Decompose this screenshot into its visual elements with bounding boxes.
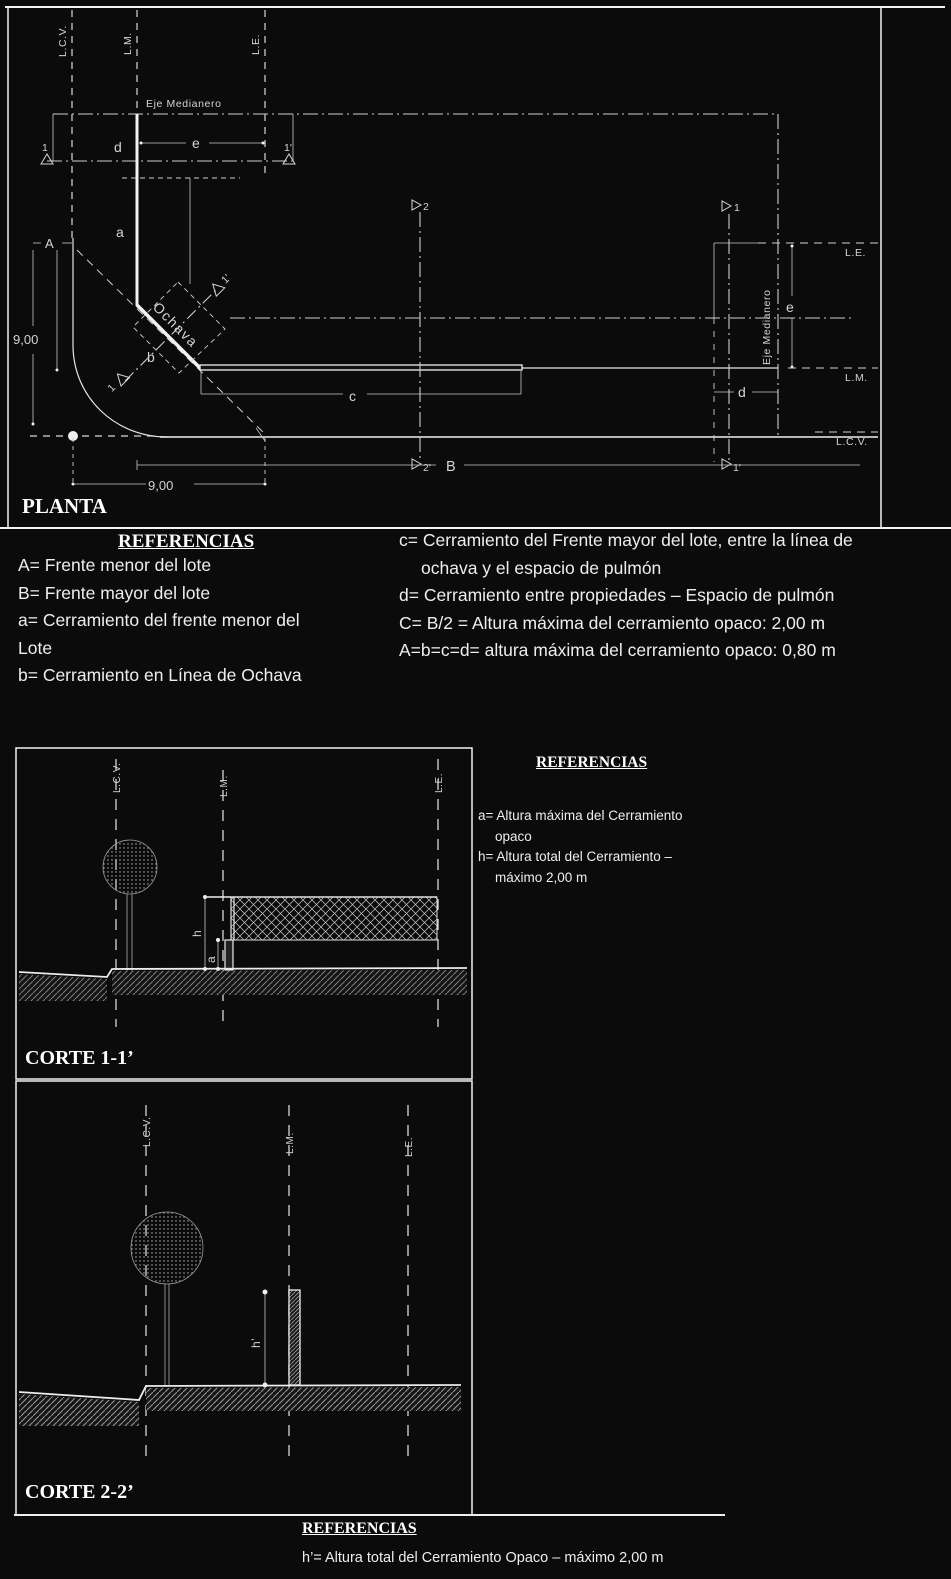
bottom-references-heading: REFERENCIAS xyxy=(302,1520,417,1537)
dim-dot xyxy=(262,142,265,145)
lcv-label: L.C.V. xyxy=(112,762,123,793)
corte-1-drawing xyxy=(15,747,473,1080)
le-label-left: L.E. xyxy=(250,33,262,55)
earth-hatch-right xyxy=(112,970,467,995)
corte-1-title: CORTE 1-1’ xyxy=(25,1047,134,1069)
dim-dot xyxy=(216,938,220,942)
earth-hatch-left xyxy=(19,974,107,1001)
reference-line: máximo 2,00 m xyxy=(495,869,588,885)
wall-c-label: c xyxy=(349,388,357,404)
front-a-label: A xyxy=(45,236,54,251)
bottom-reference-line: h’= Altura total del Cerramiento Opaco – máximo 2,00 m xyxy=(302,1550,664,1566)
bottom-separator-line xyxy=(14,1514,725,1516)
section-1-label: 1 xyxy=(42,142,48,154)
dim-900-left-label: 9,00 xyxy=(13,332,39,347)
reference-line: B= Frente mayor del lote xyxy=(18,582,211,603)
reference-line: h= Altura total del Cerramiento – xyxy=(478,849,672,864)
dim-e-right-label: e xyxy=(786,299,795,315)
reference-line: ochava y el espacio de pulmón xyxy=(421,557,662,578)
front-b-label: B xyxy=(446,459,457,475)
wall-b-label: b xyxy=(147,349,156,365)
dim-900-bottom-label: 9,00 xyxy=(148,478,174,493)
wall-a-label: a xyxy=(116,224,125,240)
reference-line: a= Altura máxima del Cerramiento xyxy=(478,808,683,823)
lcv-label: L.C.V. xyxy=(142,1116,153,1147)
reference-line: A=b=c=d= altura máxima del cerramiento opaco: 0,80 m xyxy=(399,640,836,660)
plan-references-right xyxy=(399,527,853,665)
lm-label: L.M. xyxy=(219,775,230,797)
eje-medianero-right-label: Eje Medianero xyxy=(761,289,773,365)
reference-line: opaco xyxy=(495,828,532,844)
dim-dot xyxy=(791,245,794,248)
ochava-extension-dashed xyxy=(77,250,267,436)
section-2p-marker xyxy=(412,459,421,469)
svg-text:1: 1 xyxy=(105,381,119,395)
section-1-ochava-marker xyxy=(105,370,130,395)
reference-line: c= Cerramiento del Frente mayor del lote, entre la línea de xyxy=(399,530,853,550)
dim-dot xyxy=(263,1290,268,1295)
plan-references-left xyxy=(18,552,302,690)
section-1-marker xyxy=(41,154,53,164)
earth-hatch-right xyxy=(146,1387,461,1411)
reference-line: a= Cerramiento del frente menor del xyxy=(18,610,300,630)
plan-references-heading: REFERENCIAS xyxy=(118,531,255,552)
reference-line: d= Cerramiento entre propiedades – Espacio de pulmón xyxy=(399,585,835,605)
dim-hprime-label: h’ xyxy=(249,1337,263,1348)
le-label: L.E. xyxy=(434,772,445,793)
section-1p-ochava-marker xyxy=(209,272,234,297)
plan-title: PLANTA xyxy=(22,494,107,518)
fence-mesh xyxy=(231,897,437,940)
reference-line: Lote xyxy=(18,637,53,658)
section-1-right-marker xyxy=(722,201,731,211)
svg-text:1': 1' xyxy=(219,272,234,287)
plan-drawing xyxy=(0,0,951,532)
tree-canopy xyxy=(103,840,157,894)
reference-line: b= Cerramiento en Línea de Ochava xyxy=(18,665,302,685)
fence-low-wall xyxy=(225,940,233,970)
opaque-wall xyxy=(289,1290,300,1385)
lcv-label-left: L.C.V. xyxy=(57,25,69,57)
le-label-right: L.E. xyxy=(845,247,867,259)
dim-dot xyxy=(264,483,267,486)
le-label: L.E. xyxy=(404,1136,415,1157)
dim-a-label: a xyxy=(204,955,218,963)
dim-e-top-label: e xyxy=(192,135,201,151)
dim-d-right-label: d xyxy=(738,384,747,400)
corte-1-references-heading: REFERENCIAS xyxy=(536,754,648,771)
section-2p-label: 2' xyxy=(423,462,431,474)
eje-medianero-top-label: Eje Medianero xyxy=(146,98,222,110)
wall-c xyxy=(200,365,522,370)
ochava-label: Ochava xyxy=(149,298,202,351)
dim-dot xyxy=(203,895,207,899)
reference-line: A= Frente menor del lote xyxy=(18,555,212,575)
dim-dot xyxy=(140,142,143,145)
dim-h-label: h xyxy=(190,929,204,937)
dim-dot xyxy=(56,369,59,372)
corte-1-references xyxy=(478,806,682,888)
tree-canopy xyxy=(131,1212,203,1284)
lcv-label-right: L.C.V. xyxy=(836,436,868,448)
dim-dot xyxy=(72,483,75,486)
section-2-marker xyxy=(412,200,421,210)
lm-label: L.M. xyxy=(285,1132,296,1154)
lm-label-left: L.M. xyxy=(122,32,134,55)
dim-dot xyxy=(32,423,35,426)
section-1p-right-label: 1' xyxy=(733,462,741,474)
section-1-right-label: 1 xyxy=(734,202,740,214)
section-2-label: 2 xyxy=(423,201,429,213)
reference-line: C= B/2 = Altura máxima del cerramiento opaco: 2,00 m xyxy=(399,612,826,633)
lm-label-right: L.M. xyxy=(845,372,868,384)
corte-2-title: CORTE 2-2’ xyxy=(25,1481,134,1503)
corte-2-drawing xyxy=(15,1080,473,1516)
dim-d-top-label: d xyxy=(114,139,123,155)
section-1p-label: 1' xyxy=(284,142,292,154)
section-1p-right-marker xyxy=(722,459,731,469)
